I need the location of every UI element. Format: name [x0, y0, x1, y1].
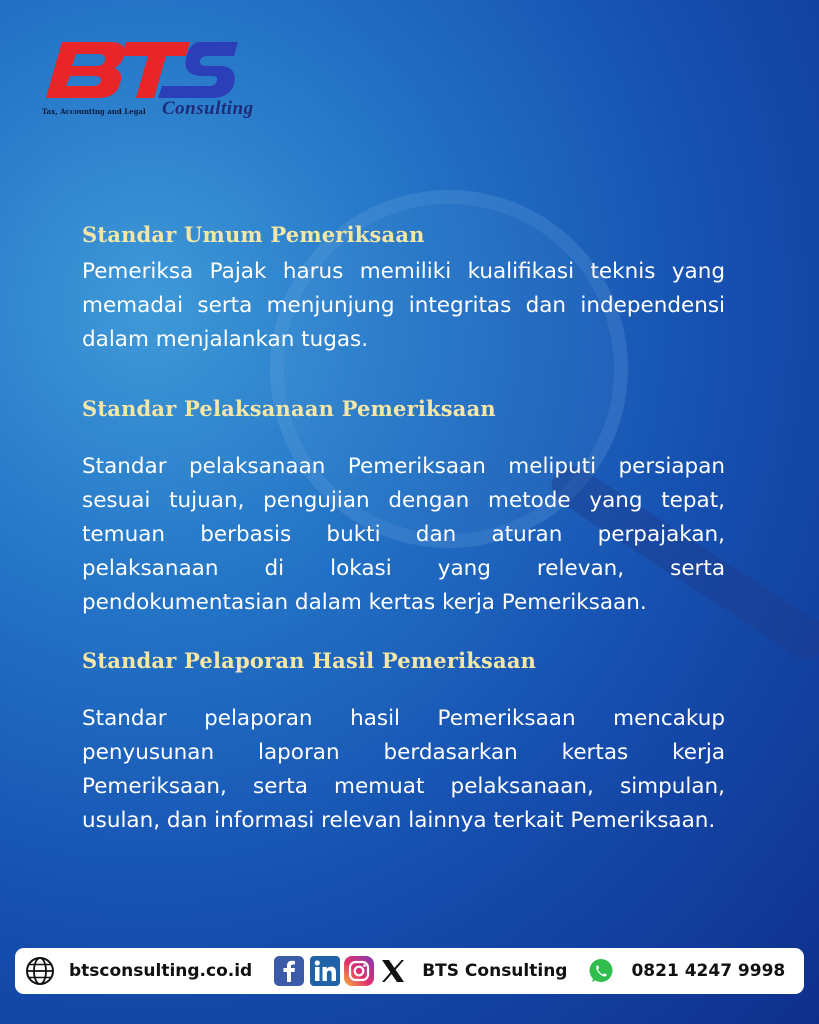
linkedin-icon[interactable] [310, 956, 340, 986]
phone-number[interactable]: 0821 4247 9998 [631, 961, 786, 981]
facebook-icon[interactable] [274, 956, 304, 986]
section-title-pelaksanaan: Standar Pelaksanaan Pemeriksaan [82, 396, 496, 421]
section-title-pelaporan: Standar Pelaporan Hasil Pemeriksaan [82, 648, 537, 673]
section-body-pelaksanaan: Standar pelaksanaan Pemeriksaan meliputi persiapan sesuai tujuan, pengujian dengan metode yang tepat, temuan berbasis bukti dan aturan perpajakan, pelaksanaan di lokasi yang relevan, serta pendokumentasian dalam kertas kerja Pemeriksaan. [82, 454, 725, 615]
social-name: BTS Consulting [422, 961, 568, 981]
whatsapp-icon[interactable] [587, 957, 615, 985]
x-icon[interactable] [380, 958, 406, 984]
brand-sub: Consulting [162, 98, 254, 119]
brand-tagline: Tax, Accounting and Legal [42, 107, 146, 116]
globe-icon [25, 956, 55, 986]
section-body-umum: Pemeriksa Pajak harus memiliki kualifikasi teknis yang memadai serta menjunjung integritas dan independensi dalam menjalankan tugas. [82, 259, 725, 352]
instagram-icon[interactable] [344, 956, 374, 986]
footer-bar [15, 948, 804, 994]
website-link[interactable]: btsconsulting.co.id [69, 961, 253, 981]
section-title-umum: Standar Umum Pemeriksaan [82, 222, 425, 247]
section-body-pelaporan: Standar pelaporan hasil Pemeriksaan mencakup penyusunan laporan berdasarkan kertas kerja Pemeriksaan, serta memuat pelaksanaan, simpulan, usulan, dan informasi relevan lainnya terkait Pemeriksaan. [82, 706, 725, 833]
